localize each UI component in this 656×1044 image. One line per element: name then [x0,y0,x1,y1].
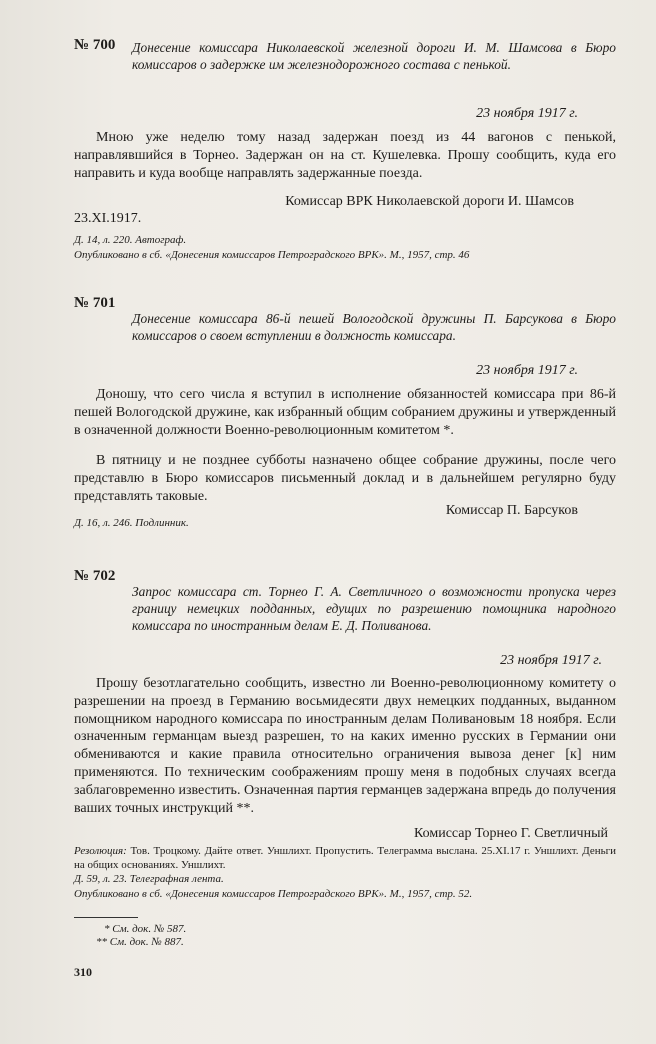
doc701-number: № 701 [74,295,116,311]
doc701-body-2: В пятницу и не позднее субботы назначено общее собрание дружины, после чего представлю в Бюро комиссаров письменный доклад и в дальнейшем регулярно буду представлять таковые. [74,453,616,504]
doc701-date: 23 ноября 1917 г. [476,363,578,378]
doc701-archive [74,516,616,530]
doc701-signature: Комиссар П. Барсуков [445,503,578,518]
footnote-1: * См. док. № 587. [104,923,187,935]
doc700-sign-date: 23.XI.1917. [74,211,142,226]
doc702-date: 23 ноября 1917 г. [500,653,602,668]
doc700-published-label: Опубликовано в сб. [74,249,163,261]
footnote-divider [74,917,138,918]
doc702-archive [74,872,616,886]
doc700-archive [74,233,616,247]
doc702-number: № 702 [74,568,116,584]
doc702-published [74,887,616,901]
doc700-title: Донесение комиссара Николаевской железной дороги И. М. Шамсова в Бюро комиссаров о задержке им железнодорожного состава с пенькой. [132,40,616,73]
doc702-published-rest: «Донесения комиссаров Петроградского ВРК». М., 1957, стр. 52. [165,888,473,900]
doc700-signature: Комиссар ВРК Николаевской дороги И. Шамсов [285,194,574,209]
doc702-title: Запрос комиссара ст. Торнео Г. А. Светличного о возможности пропуска через границу немецких подданных, едущих по разрешению помощника народного комиссара по иностранным делам Е. Д. Поливанова. [132,584,616,634]
doc702-body: Прошу безотлагательно сообщить, известно ли Военно-революционному комитету о разрешении на проезд в Германию восьмидесяти двух немецких подданных, выданном помощником народного комиссара по иностранным делам Поливановым 18 ноября. Если означенным германцам выезд разрешен, то на каких именно русских в Германии они обмениваются и какие правила относительно ограничения вывоза денег [к] ним применяются. По техническим соображениям прошу меня в подобных случаях всегда заблаговременно известить. Означенная партия германцев задержана впредь до получения ваших точных инструкций **. [74,676,616,816]
doc702-resolution-label: Резолюция: [74,845,127,857]
doc700-published-rest: «Донесения комиссаров Петроградского ВРК». М., 1957, стр. 46 [165,249,470,261]
doc700-date: 23 ноября 1917 г. [476,106,578,121]
doc702-signature: Комиссар Торнео Г. Светличный [413,826,608,841]
doc701-body-1: Доношу, что сего числа я вступил в исполнение обязанностей комиссара при 86-й пешей Вологодской дружине, как избранный общим собранием дружины и утвержденный в означенной должности Военно-революционным комитетом *. [74,387,616,438]
doc700-number: № 700 [74,37,116,53]
doc701-archive-ref: Д. 16, л. 246. Подлинник. [74,517,189,529]
doc700-published [74,248,616,262]
page-number: 310 [74,965,92,979]
doc700-body: Мною уже неделю тому назад задержан поезд из 44 вагонов с пенькой, направлявшийся в Торнео. Задержан он на ст. Кушелевка. Прошу сообщить, куда его направить и куда вообще направлять задержанные поезда. [74,130,616,181]
doc702-resolution [74,844,616,873]
doc702-resolution-text: Тов. Троцкому. Дайте ответ. Уншлихт. Пропустить. Телеграмма выслана. 25.XI.17 г. Уншлихт. Деньги на общих основаниях. Уншлихт. [74,845,617,872]
doc701-title: Донесение комиссара 86-й пешей Вологодской дружины П. Барсукова в Бюро комиссаров о своем вступлении в должность комиссара. [132,311,616,344]
doc700-archive-ref: Д. 14, л. 220. Автограф. [74,234,187,246]
doc702-published-label: Опубликовано в сб. [74,888,163,900]
doc702-archive-ref: Д. 59, л. 23. Телеграфная лента. [74,873,224,885]
footnote-2: ** См. док. № 887. [96,936,184,948]
